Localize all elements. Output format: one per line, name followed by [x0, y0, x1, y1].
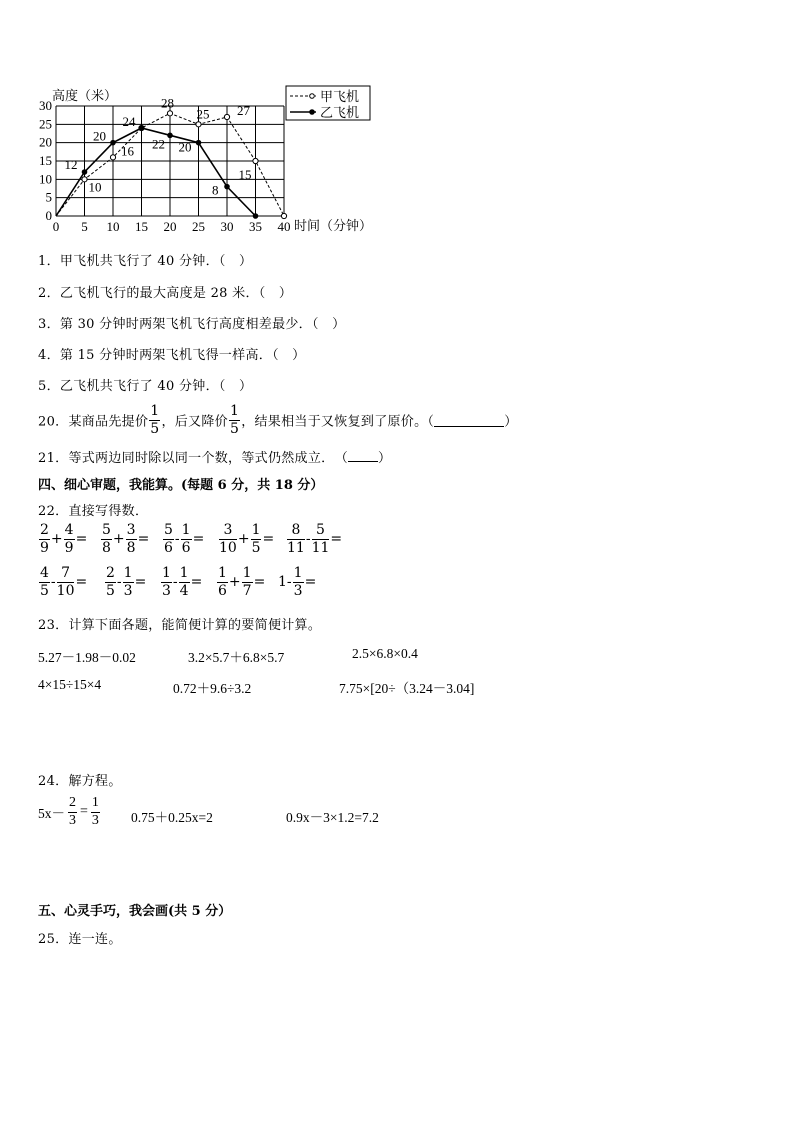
question-2: 2．乙飞机飞行的最大高度是 28 米．（ ） — [38, 286, 293, 301]
question-1: 1．甲飞机共飞行了 40 分钟．（ ） — [38, 254, 253, 269]
x-tick-label: 15 — [135, 219, 148, 234]
data-point — [111, 140, 116, 145]
calc-2: 3.2×5.7＋6.8×5.7 — [188, 650, 285, 665]
data-label: 8 — [212, 182, 219, 198]
fraction-1-5: $\frac{1}{5}$ — [150, 403, 160, 437]
data-label: 20 — [178, 139, 192, 155]
data-point — [253, 214, 258, 219]
mental-math-item: 1- $\frac{1}{3}$ = — [278, 565, 317, 599]
mental-math-row-1: $\frac{2}{9}$ + $\frac{4}{9}$ = — [40, 522, 88, 556]
chart-legend — [286, 86, 370, 120]
data-point — [139, 126, 144, 131]
legend-label: 甲飞机 — [320, 89, 360, 104]
y-tick-label: 15 — [39, 153, 52, 168]
section-5-heading: 五、心灵手巧，我会画(共 5 分） — [38, 904, 232, 919]
x-tick-label: 10 — [106, 219, 120, 234]
data-label: 27 — [237, 103, 250, 118]
y-tick-label: 10 — [39, 171, 52, 187]
mental-math-item: $\frac{1}{3}$ - $\frac{1}{4}$ = — [162, 565, 203, 599]
x-tick-label: 5 — [81, 219, 88, 234]
mental-math-item: $\frac{3}{10}$ + $\frac{1}{5}$ = — [219, 522, 275, 556]
legend-label: 乙飞机 — [320, 105, 360, 120]
data-point — [196, 122, 201, 127]
y-tick-label: 5 — [45, 189, 52, 205]
x-tick-label: 25 — [192, 219, 205, 234]
data-label: 10 — [88, 179, 102, 195]
x-tick-label: 30 — [220, 219, 234, 234]
data-point — [168, 133, 173, 138]
data-label: 25 — [196, 106, 210, 122]
y-tick-label: 25 — [39, 116, 52, 132]
data-point — [253, 158, 258, 163]
q20-text-d: ） — [504, 414, 518, 430]
mental-math-item: $\frac{5}{8}$ + $\frac{3}{8}$ = — [102, 522, 150, 556]
x-tick-label: 40 — [277, 219, 291, 234]
x-tick-label: 20 — [163, 219, 177, 234]
section-4-heading: 四、细心审题，我能算。(每题 6 分，共 18 分） — [38, 478, 324, 493]
question-21 — [38, 447, 391, 466]
mental-math-item: $\frac{5}{6}$ - $\frac{1}{6}$ = — [164, 522, 205, 556]
data-label: 28 — [161, 95, 174, 111]
answer-blank[interactable] — [434, 413, 504, 427]
question-20 — [38, 404, 518, 436]
data-point — [224, 114, 229, 119]
equation-3: 0.9x－3×1.2=7.2 — [286, 810, 379, 825]
calc-4: 4×15÷15×4 — [38, 677, 102, 692]
fraction-1-5: $\frac{1}{5}$ — [229, 403, 240, 437]
question-23: 23．计算下面各题，能简便计算的要简便计算。 — [38, 618, 322, 633]
data-label: 15 — [238, 167, 252, 182]
data-point — [82, 177, 87, 182]
data-point — [196, 140, 201, 145]
y-tick-label: 30 — [39, 98, 52, 113]
mental-math-item: $\frac{1}{6}$ + $\frac{1}{7}$ = — [218, 565, 266, 599]
chart-grid — [56, 106, 284, 216]
mental-math-item: $\frac{2}{5}$ - $\frac{1}{3}$ = — [106, 565, 147, 599]
legend-marker — [310, 94, 315, 99]
data-point — [167, 111, 172, 116]
data-label: 22 — [152, 136, 165, 152]
y-tick-label: 20 — [39, 134, 52, 150]
x-tick-label: 35 — [249, 219, 262, 234]
question-25: 25．连一连。 — [38, 932, 122, 947]
data-point — [82, 170, 87, 175]
calc-5: 0.72＋9.6÷3.2 — [173, 681, 252, 696]
y-tick-label: 0 — [45, 208, 52, 223]
x-axis-label: 时间（分钟） — [294, 218, 373, 233]
data-label: 24 — [122, 114, 136, 129]
calc-1: 5.27－1.98－0.02 — [38, 650, 136, 665]
y-axis-label: 高度（米） — [52, 88, 118, 103]
calc-3: 2.5×6.8×0.4 — [352, 646, 418, 661]
data-label: 12 — [64, 157, 78, 172]
q21-text-a: 21．等式两边同时除以同一个数，等式仍然成立． （ — [38, 451, 349, 466]
data-label: 20 — [93, 128, 106, 144]
equation-2: 0.75＋0.25x=2 — [131, 810, 213, 825]
mental-math-row-2: $\frac{4}{5}$ - $\frac{7}{10}$ = — [40, 565, 88, 599]
question-22: 22．直接写得数． — [38, 504, 149, 519]
question-5: 5．乙飞机共飞行了 40 分钟．（ ） — [38, 379, 253, 394]
data-label: 16 — [121, 143, 134, 159]
chart-series — [56, 95, 287, 218]
data-point — [225, 184, 230, 189]
question-24: 24．解方程。 — [38, 774, 122, 789]
question-3: 3．第 30 分钟时两架飞机飞行高度相差最少．（ ） — [38, 317, 346, 332]
q20-text-b: ，后又降价 — [161, 414, 228, 430]
legend-marker — [310, 110, 315, 115]
data-point — [110, 155, 115, 160]
flight-height-chart — [0, 0, 794, 240]
data-point — [281, 213, 286, 218]
equation-1: 5x－ $\frac{2}{3}$ = $\frac{1}{3}$ — [38, 795, 99, 828]
question-4: 4．第 15 分钟时两架飞机飞得一样高．（ ） — [38, 348, 306, 363]
mental-math-item: $\frac{8}{11}$ - $\frac{5}{11}$ = — [287, 522, 343, 556]
q20-text-a: 20．某商品先提价 — [38, 414, 149, 430]
q21-text-b: ） — [378, 451, 392, 466]
calc-6: 7.75×[20÷（3.24－3.04] — [339, 681, 475, 696]
answer-blank[interactable] — [348, 450, 378, 462]
q20-text-c: ，结果相当于又恢复到了原价。（ — [241, 414, 435, 430]
x-tick-label: 0 — [52, 219, 60, 234]
